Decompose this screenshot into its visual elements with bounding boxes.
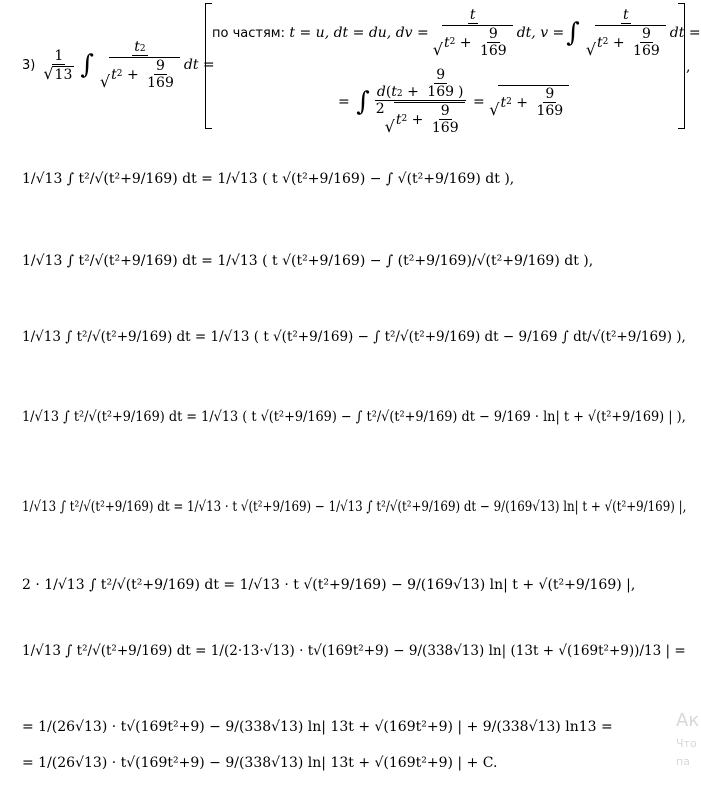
parts-line-2: = ∫ d ( t 2 + $\frac{9}{169}$ ) 2 √ t 2 + $\frac{9}{169}$ = √ t 2 + $\frac{9}{169}$ [338,68,569,135]
derivation-line-4: 1/√13 ∫ t²/√(t²+9/169) dt = 1/√13 ( t √(t²+9/169) − ∫ t²/√(t²+9/169) dt − 9/169 · ln| t + √(t²+9/169) | ), [22,409,686,425]
parts-subst: t = u, dt = du, dv = [289,25,429,41]
watermark-line-2: Что [676,737,697,750]
parts-note: по частям: [212,25,285,41]
parts-v: dt, v = [516,25,565,41]
item-3-line: 3) 1 √ 13 ∫ t 2 √ t 2 + $\frac{9}{169}$ dt = [22,39,215,91]
derivation-line-1: 1/√13 ∫ t²/√(t²+9/169) dt = 1/√13 ( t √(t²+9/169) − ∫ √(t²+9/169) dt ), [22,171,515,187]
derivation-line-5: 1/√13 ∫ t²/√(t²+9/169) dt = 1/√13 · t √(t²+9/169) − 1/√13 ∫ t²/√(t²+9/169) dt − 9/(169√13) ln| t + √(t²+9/169) |, [22,499,687,515]
integrand-frac: t 2 √ t 2 + $\frac{9}{169}$ [98,40,182,90]
derivation-line-7: 1/√13 ∫ t²/√(t²+9/169) dt = 1/(2·13·√13) · t√(169t²+9) − 9/(338√13) ln| (13t + √(169t²+9))/13 | = [22,643,686,659]
derivation-line-3: 1/√13 ∫ t²/√(t²+9/169) dt = 1/√13 ( t √(t²+9/169) − ∫ t²/√(t²+9/169) dt − 9/169 ∫ dt/√(t²+9/169) ), [22,329,686,345]
watermark-line-1: Ак [676,710,700,731]
integral-sign: ∫ [80,50,94,80]
frac-1-sqrt13: 1 √ 13 [43,47,73,83]
item-label: 3) [22,57,36,73]
derivation-line-6: 2 · 1/√13 ∫ t²/√(t²+9/169) dt = 1/√13 · t √(t²+9/169) − 9/(169√13) ln| t + √(t²+9/169) |, [22,577,636,593]
parts-line-1: по частям: t = u, dt = du, dv = t √ t 2 + $\frac{9}{169}$ dt, v = ∫ t √ t 2 + $\frac{9}{169}$ dt = [212,7,701,59]
left-square-bracket [205,3,212,129]
watermark-line-3: па [676,755,690,768]
dv-frac: t √ t 2 + $\frac{9}{169}$ [431,8,515,58]
math-document: 3) 1 √ 13 ∫ t 2 √ t 2 + $\frac{9}{169}$ dt = по частям: t = u, dt = du, dv = t √ t 2 + $\frac{9}{169}$ dt, v = ∫ t √ t 2 + $\frac{9}{169}$ dt = = ∫ d ( t 2 + $\frac{9}{169}$ ) 2 √ t 2 + $\frac{9}{169}$ = √ t 2 + $\frac{9}{169}$ , 1/√13 ∫ t²/√(t²+9/169) dt = 1/√13 ( t √(t²+9/169) − ∫ √(t²+9/169) dt ), 1/√13 ∫ t²/√(t²+9/169) dt = 1/√13 ( t √(t²+9/169) − ∫ (t²+9/169)/√(t²+9/169) dt ), 1/√13 ∫ t²/√(t²+9/169) dt = 1/√13 ( t √(t²+9/169) − ∫ t²/√(t²+9/169) dt − 9/169 ∫ dt/√(t²+9/169) ), 1/√13 ∫ t²/√(t²+9/169) dt = 1/√13 ( t √(t²+9/169) − ∫ t²/√(t²+9/169) dt − 9/169 · ln| t + √(t²+9/169) | ), 1/√13 ∫ t²/√(t²+9/169) dt = 1/√13 · t √(t²+9/169) − 1/√13 ∫ t²/√(t²+9/169) dt − 9/(169√13) ln| t + √(t²+9/169) |, 2 · 1/√13 ∫ t²/√(t²+9/169) dt = 1/√13 · t √(t²+9/169) − 9/(169√13) ln| t + √(t²+9/169) |, 1/√13 ∫ t²/√(t²+9/169) dt = 1/(2·13·√13) · t√(169t²+9) − 9/(338√13) ln| (13t + √(169t²+9))/13 | = = 1/(26√13) · t√(169t²+9) − 9/(338√13) ln| 13t + √(169t²+9) | + 9/(338√13) ln13 = = 1/(26√13) · t√(169t²+9) − 9/(338√13) ln| 13t + √(169t²+9) | + C. Ак Что па [0,0,694,789]
derivation-line-9: = 1/(26√13) · t√(169t²+9) − 9/(338√13) ln| 13t + √(169t²+9) | + C. [22,755,498,771]
derivation-line-8: = 1/(26√13) · t√(169t²+9) − 9/(338√13) ln| 13t + √(169t²+9) | + 9/(338√13) ln13 = [22,719,613,735]
derivation-line-2: 1/√13 ∫ t²/√(t²+9/169) dt = 1/√13 ( t √(t²+9/169) − ∫ (t²+9/169)/√(t²+9/169) dt ), [22,253,594,269]
